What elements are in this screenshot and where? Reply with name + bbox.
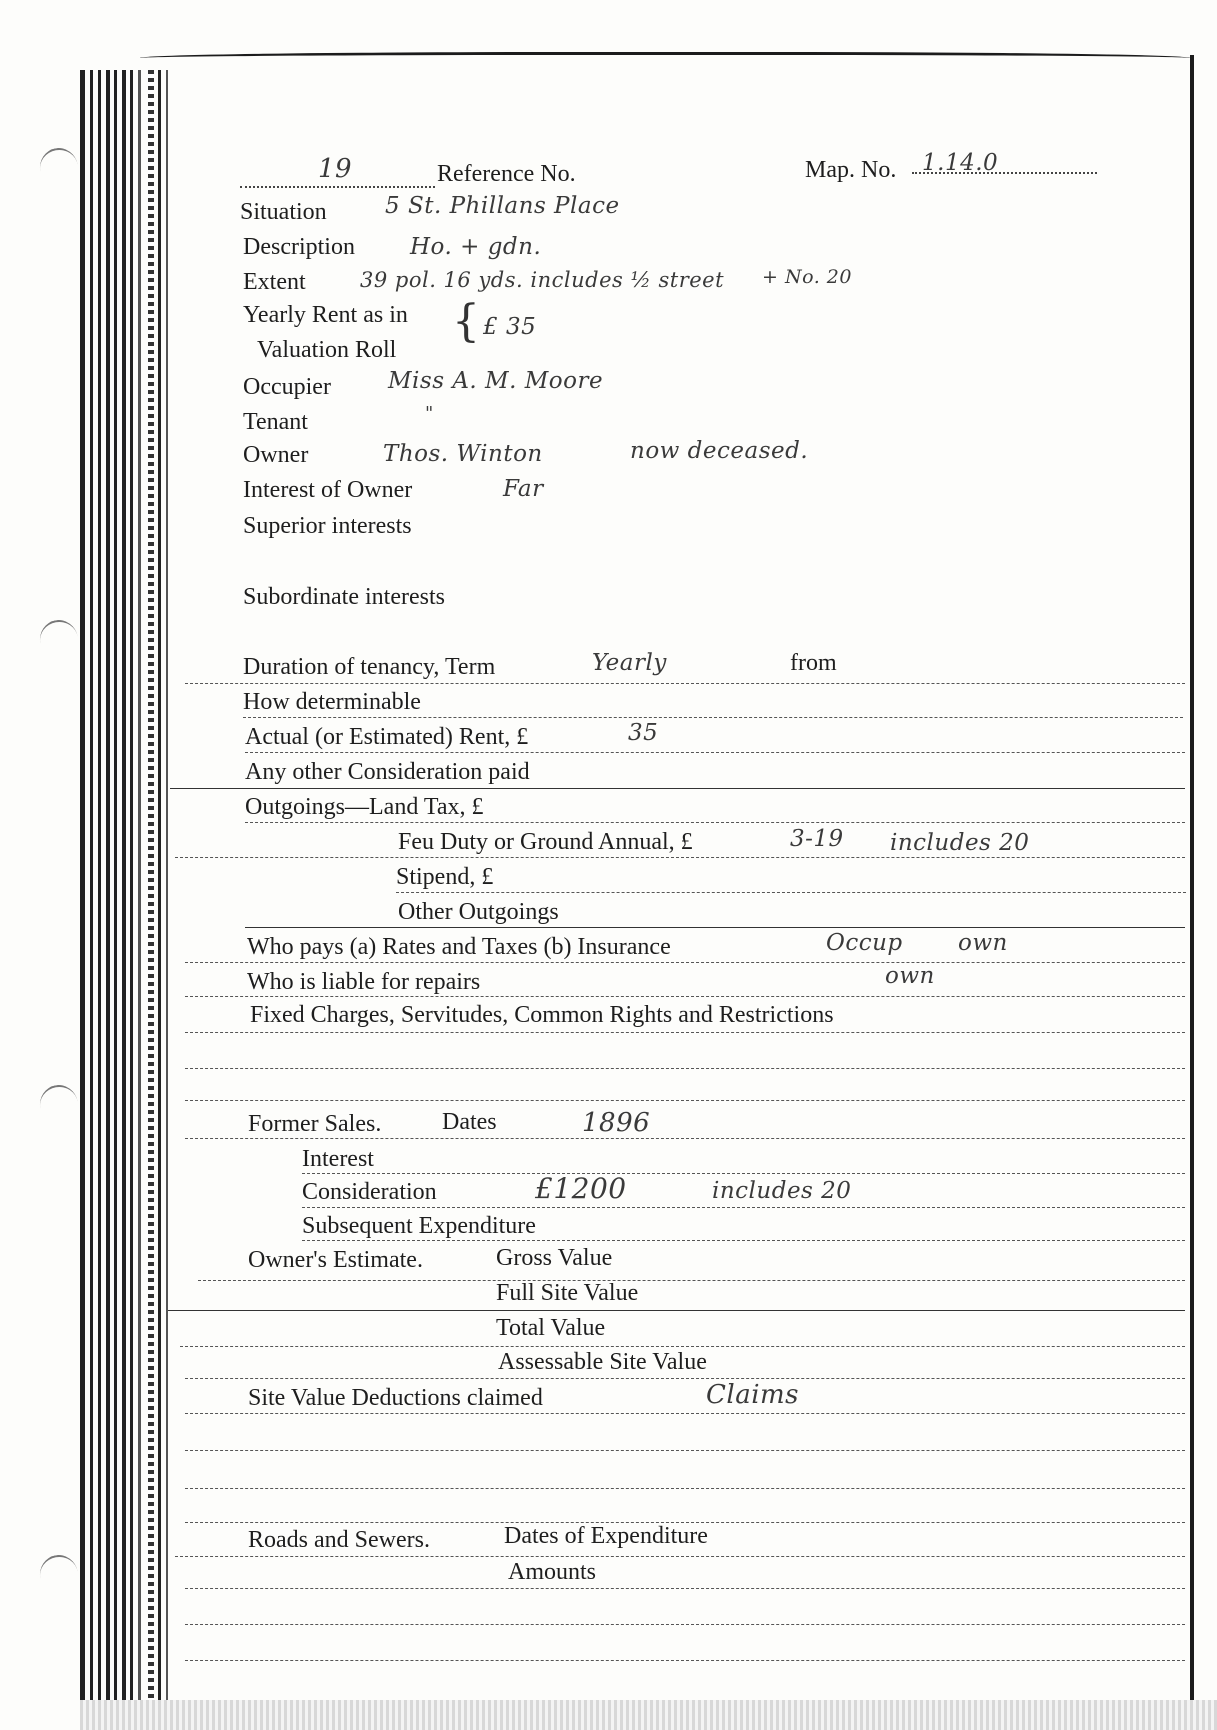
amounts-line [185,1588,1185,1589]
occupier-label: Occupier [243,374,331,400]
sale-date-value: 1896 [582,1108,651,1138]
actual-rent-line [245,752,1185,753]
amounts-line-3 [185,1660,1185,1661]
subsequent-expenditure-label: Subsequent Expenditure [302,1213,536,1239]
term-value: Yearly [592,650,667,676]
owner-note: now deceased. [630,438,809,464]
feu-duty-line [175,857,1185,858]
other-outgoings-label: Other Outgoings [398,899,559,925]
consideration-line-2 [302,1207,1185,1208]
map-no-value: 1.14.0 [922,150,999,176]
stipend-line [396,892,1186,893]
actual-rent-label: Actual (or Estimated) Rent, £ [245,724,529,750]
full-site-value-label: Full Site Value [496,1280,639,1306]
page-top-edge [140,52,1190,61]
full-site-line [168,1310,1185,1311]
feu-duty-label: Feu Duty or Ground Annual, £ [398,829,693,855]
owner-value: Thos. Winton [383,441,543,467]
total-value-line [180,1346,1185,1347]
situation-label: Situation [240,199,327,225]
tenant-value: " [425,403,434,424]
assessable-line [185,1378,1185,1379]
roads-line [175,1556,1185,1557]
former-sales-line [185,1138,1185,1139]
yearly-rent-brace: { [452,296,480,347]
punch-hole-mark [37,145,81,191]
interest-label: Interest [302,1146,374,1172]
other-outgoings-line [245,927,1185,928]
interest-of-owner-label: Interest of Owner [243,477,413,503]
reference-no-value: 19 [318,154,353,184]
page-right-edge [1190,55,1194,1705]
yearly-rent-value: £ 35 [483,314,537,340]
other-consideration-label: Any other Consideration paid [245,759,530,785]
fixed-charges-line [185,1032,1185,1033]
rates-payer-value: Occup [826,930,903,956]
dates-of-expenditure-label: Dates of Expenditure [504,1523,708,1549]
interest-of-owner-value: Far [503,476,544,502]
actual-rent-value: 35 [628,720,659,746]
stipend-label: Stipend, £ [396,864,494,890]
gross-value-line [198,1280,1185,1281]
tenant-label: Tenant [243,409,308,435]
repairs-line [185,996,1185,997]
map-no-label: Map. No. [805,157,897,183]
deductions-line [185,1413,1185,1414]
fixed-charges-label: Fixed Charges, Servitudes, Common Rights and Restrictions [250,1002,834,1028]
determinable-line [243,717,1183,718]
deductions-value: Claims [706,1380,800,1410]
deductions-label: Site Value Deductions claimed [248,1385,543,1411]
subordinate-interests-label: Subordinate interests [243,584,445,610]
page-bottom-edge [80,1700,1217,1730]
roads-sewers-label: Roads and Sewers. [248,1527,430,1553]
former-sales-label: Former Sales. [248,1111,382,1137]
repairs-label: Who is liable for repairs [247,969,481,995]
reference-no-line [240,186,435,188]
who-pays-line [185,962,1185,963]
consideration-note: includes 20 [712,1178,852,1204]
situation-value: 5 St. Phillans Place [385,193,620,219]
from-label: from [790,650,837,676]
outgoings-line [245,822,1185,823]
owner-label: Owner [243,442,309,468]
subsequent-line [302,1240,1185,1241]
punch-hole-mark [37,617,81,663]
consideration-label: Consideration [302,1179,437,1205]
assessable-site-value-label: Assessable Site Value [498,1349,707,1375]
extent-extra: + No. 20 [762,266,852,288]
duration-line [185,683,1185,684]
gross-value-label: Gross Value [496,1245,613,1271]
deductions-line-3 [185,1488,1185,1489]
deductions-line-2 [185,1450,1185,1451]
who-pays-label: Who pays (a) Rates and Taxes (b) Insurance [247,934,671,960]
total-value-label: Total Value [496,1315,606,1341]
interest-line [302,1173,1185,1174]
dates-label: Dates [442,1109,497,1135]
amounts-label: Amounts [508,1559,597,1585]
reference-no-label: Reference No. [437,161,576,187]
extent-label: Extent [243,269,306,295]
binding-spine [80,70,172,1700]
owners-estimate-label: Owner's Estimate. [248,1247,423,1273]
consideration-value: £1200 [535,1172,627,1205]
fixed-charges-line-3 [185,1100,1185,1101]
yearly-rent-label: Yearly Rent as in [243,302,408,328]
duration-label: Duration of tenancy, Term [243,654,496,680]
determinable-label: How determinable [243,689,421,715]
description-label: Description [243,234,355,260]
feu-duty-value: 3-19 [790,826,844,852]
superior-interests-label: Superior interests [243,513,412,539]
punch-hole-mark [37,1552,81,1598]
repairs-value: own [885,963,935,989]
description-value: Ho. + gdn. [410,234,542,260]
insurance-payer-value: own [958,930,1008,956]
fixed-charges-line-2 [185,1068,1185,1069]
amounts-line-2 [185,1624,1185,1625]
extent-value: 39 pol. 16 yds. includes ½ street [360,268,725,292]
consideration-line [170,788,1185,789]
outgoings-label: Outgoings—Land Tax, £ [245,794,484,820]
punch-hole-mark [37,1082,81,1128]
valuation-roll-label: Valuation Roll [257,337,397,363]
occupier-value: Miss A. M. Moore [388,368,604,394]
feu-duty-note: includes 20 [890,830,1030,856]
